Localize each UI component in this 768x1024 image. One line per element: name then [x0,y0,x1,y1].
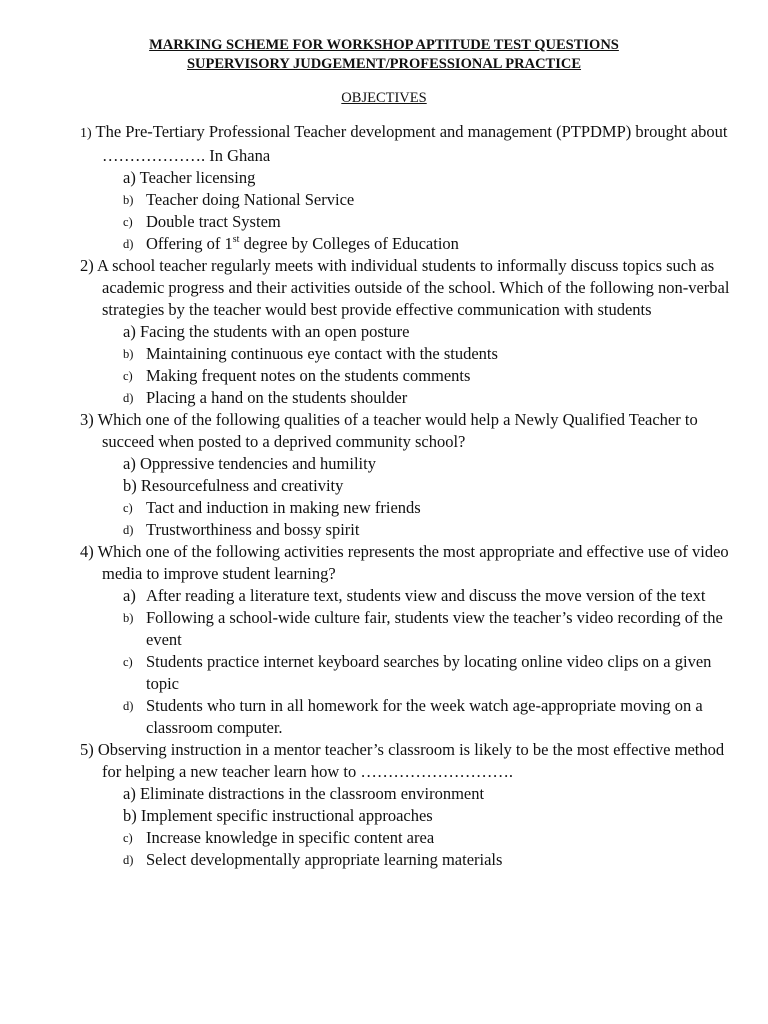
option-item [80,365,730,387]
option-text [146,233,730,255]
option-letter: a) [123,784,136,803]
option-text-before: Offering of 1 [146,234,233,253]
option-list [80,167,730,255]
option-letter: c) [123,369,133,383]
document-title-line2: SUPERVISORY JUDGEMENT/PROFESSIONAL PRACTICE [186,56,582,72]
option-text: Facing the students with an open posture [139,322,410,341]
option-text: Select developmentally appropriate learning materials [146,850,503,869]
option-text: Placing a hand on the students shoulder [146,388,408,407]
option-letter: d) [123,699,134,713]
option-text: After reading a literature text, students view and discuss the move version of the text [146,586,706,605]
question-text: Which one of the following qualities of a teacher would help a Newly Qualified Teacher to succeed when posted to a deprived community school? [97,410,698,451]
option-letter: b) [123,611,134,625]
option-list [80,321,730,409]
question-1 [80,121,730,255]
question-text: Which one of the following activities represents the most appropriate and effective use of video media to improve student learning? [97,542,729,583]
option-text: Resourcefulness and creativity [140,476,344,495]
option-list [80,453,730,541]
option-item [80,849,730,871]
option-text: Teacher licensing [139,168,256,187]
option-letter: b) [123,806,137,825]
question-stem [80,541,730,585]
option-item [80,607,730,651]
question-4 [80,541,730,739]
option-item [80,189,730,211]
option-letter: c) [123,655,133,669]
option-letter: a) [123,454,136,473]
option-text: Making frequent notes on the students comments [146,366,471,385]
option-item [80,783,730,805]
option-letter: a) [123,168,136,187]
section-heading: OBJECTIVES [341,90,427,106]
question-number: 3) [80,410,94,429]
option-item [80,211,730,233]
option-item [80,321,730,343]
option-text: Trustworthiness and bossy spirit [146,520,360,539]
option-item [80,453,730,475]
question-stem-continuation: ………………. In Ghana [102,146,271,165]
option-letter: d) [123,523,134,537]
option-item [80,695,730,739]
option-item [80,497,730,519]
option-letter: a) [123,322,136,341]
option-list [80,783,730,871]
ordinal-superscript: st [232,233,240,245]
option-item [80,233,730,255]
option-item [80,387,730,409]
question-number: 2) [80,256,94,275]
option-list [80,585,730,739]
option-text-after: degree by Colleges of Education [239,234,459,253]
question-stem [80,409,730,453]
question-text: Observing instruction in a mentor teacher’s classroom is likely to be the most effective method for helping a new teacher learn how to ………………………. [97,740,725,781]
option-text: Implement specific instructional approaches [140,806,433,825]
option-letter: b) [123,347,134,361]
option-text: Oppressive tendencies and humility [139,454,376,473]
option-text: Students who turn in all homework for the week watch age-appropriate moving on a classroom computer. [146,696,703,737]
option-text: Double tract System [146,212,281,231]
option-letter: d) [123,237,134,251]
option-item [80,651,730,695]
question-stem [80,121,730,145]
option-text: Students practice internet keyboard searches by locating online video clips on a given topic [146,652,712,693]
option-text: Tact and induction in making new friends [146,498,421,517]
option-letter: c) [123,501,133,515]
question-number: 1) [80,126,92,141]
option-item [80,519,730,541]
question-2 [80,255,730,409]
question-list [80,121,730,871]
option-item [80,167,730,189]
question-number: 4) [80,542,94,561]
option-text: Increase knowledge in specific content area [146,828,435,847]
option-letter: b) [123,476,137,495]
option-item [80,343,730,365]
option-item [80,475,730,497]
question-number: 5) [80,740,94,759]
question-3 [80,409,730,541]
option-letter: a) [123,586,136,605]
option-letter: b) [123,193,134,207]
question-text: A school teacher regularly meets with individual students to informally discuss topics such as academic progress and their activities outside of the school. Which of the following non-verbal strategies by the teacher would best provide effective communication with students [96,256,730,319]
option-text: Maintaining continuous eye contact with the students [146,344,498,363]
option-letter: d) [123,853,134,867]
option-text: Eliminate distractions in the classroom environment [139,784,485,803]
option-item [80,805,730,827]
option-text: Teacher doing National Service [146,190,355,209]
option-letter: c) [123,215,133,229]
option-item [80,827,730,849]
question-stem [80,255,730,321]
option-text: Following a school-wide culture fair, students view the teacher’s video recording of the event [146,608,723,649]
option-letter: d) [123,391,134,405]
question-5 [80,739,730,871]
option-letter: c) [123,831,133,845]
option-item [80,585,730,607]
question-stem [80,739,730,783]
document-title-line1: MARKING SCHEME FOR WORKSHOP APTITUDE TEST QUESTIONS [149,37,619,53]
question-text: The Pre-Tertiary Professional Teacher development and management (PTPDMP) brought about [95,122,728,141]
